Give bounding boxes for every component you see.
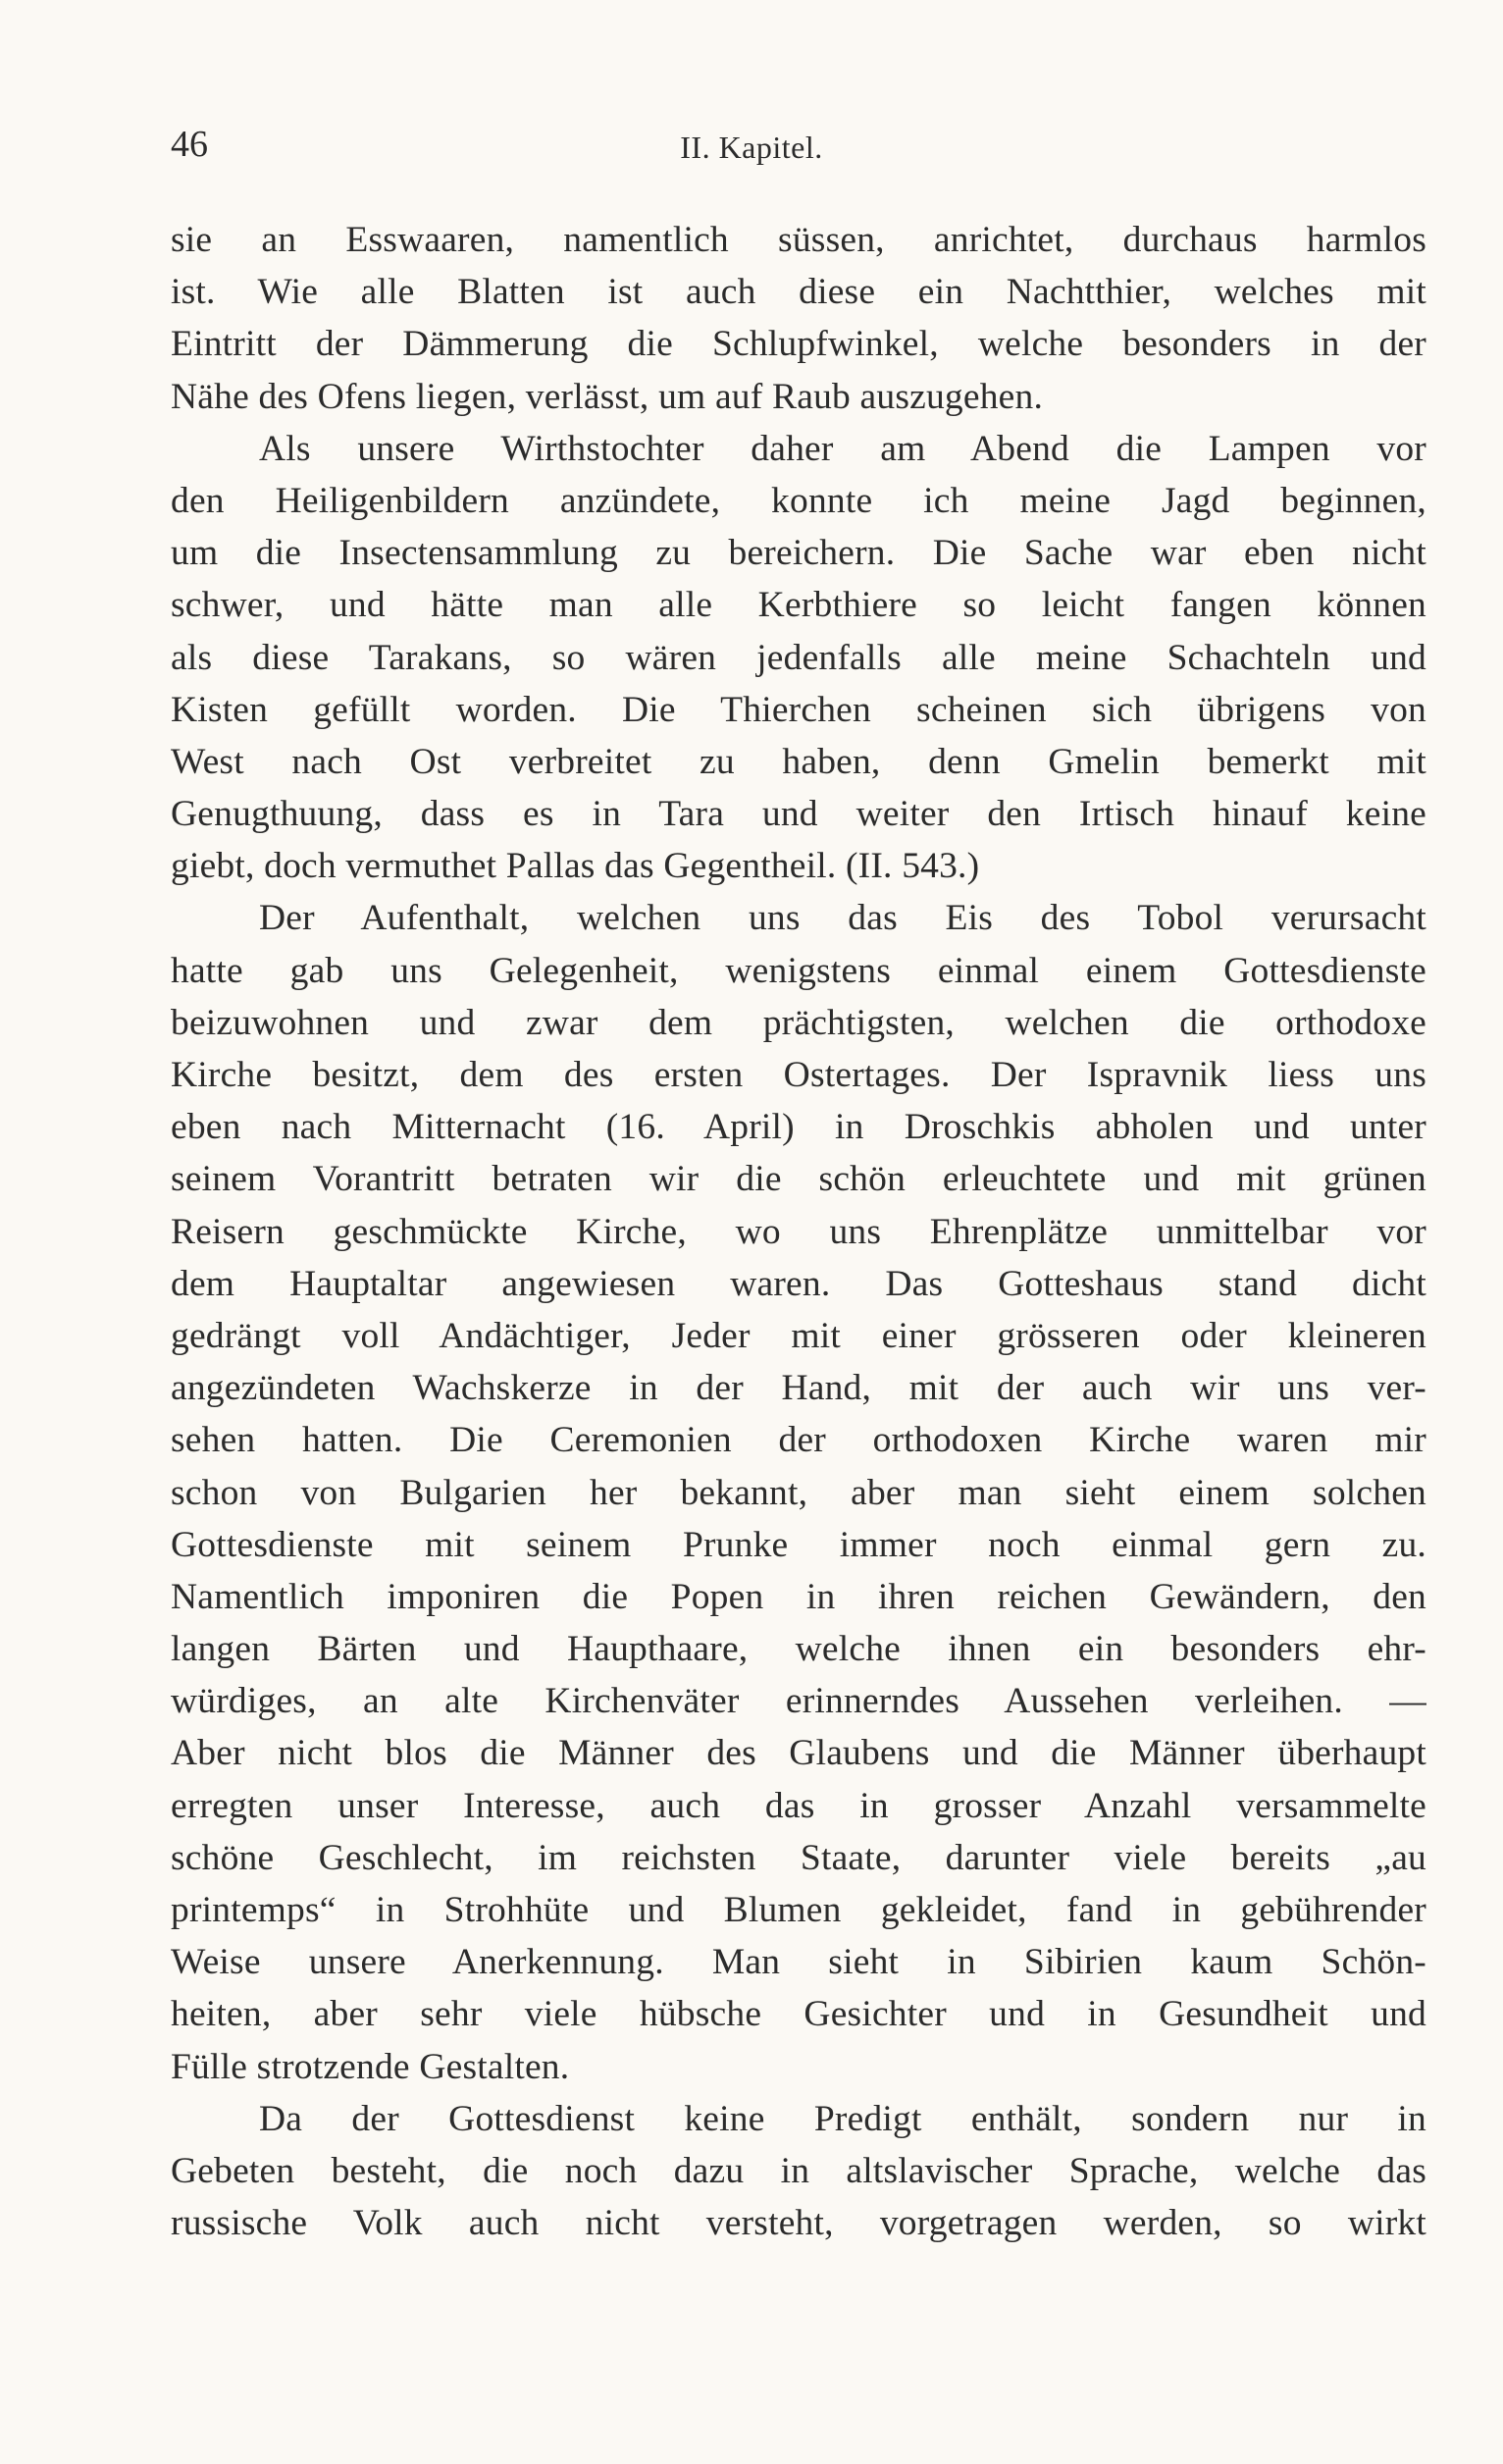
text-line: langen Bärten und Haupthaare, welche ihnen ein besonders ehr- (171, 1629, 1426, 1670)
text-line: eben nach Mitternacht (16. April) in Droschkis abholen und unter (171, 1107, 1426, 1148)
text-line: beizuwohnen und zwar dem prächtigsten, welchen die orthodoxe (171, 1002, 1426, 1043)
text-line: Als unsere Wirthstochter daher am Abend die Lampen vor (259, 428, 1426, 469)
text-line: erregten unser Interesse, auch das in grosser Anzahl versammelte (171, 1785, 1426, 1826)
page-number: 46 (171, 124, 208, 165)
text-line: den Heiligenbildern anzündete, konnte ich meine Jagd beginnen, (171, 480, 1426, 521)
text-line: Nähe des Ofens liegen, verlässt, um auf Raub auszugehen. (171, 376, 1044, 417)
text-line: Genugthuung, dass es in Tara und weiter den Irtisch hinauf keine (171, 794, 1426, 835)
text-line: seinem Vorantritt betraten wir die schön erleuchtete und mit grünen (171, 1159, 1426, 1200)
text-line: Gebeten besteht, die noch dazu in altslavischer Sprache, welche das (171, 2150, 1426, 2191)
text-line: würdiges, an alte Kirchenväter erinnerndes Aussehen verleihen. — (171, 1681, 1426, 1722)
text-line: Kirche besitzt, dem des ersten Ostertages. Der Ispravnik liess uns (171, 1055, 1426, 1095)
text-line: dem Hauptaltar angewiesen waren. Das Gotteshaus stand dicht (171, 1263, 1426, 1304)
text-line: printemps“ in Strohhüte und Blumen gekleidet, fand in gebührender (171, 1890, 1426, 1930)
text-line: schöne Geschlecht, im reichsten Staate, darunter viele bereits „au (171, 1837, 1426, 1878)
text-line: angezündeten Wachskerze in der Hand, mit der auch wir uns ver- (171, 1368, 1426, 1409)
body-text (171, 214, 1426, 2249)
text-line: West nach Ost verbreitet zu haben, denn Gmelin bemerkt mit (171, 741, 1426, 782)
text-line: gedrängt voll Andächtiger, Jeder mit einer grösseren oder kleineren (171, 1315, 1426, 1356)
text-line: hatte gab uns Gelegenheit, wenigstens einmal einem Gottesdienste (171, 950, 1426, 991)
text-line: als diese Tarakans, so wären jedenfalls alle meine Schachteln und (171, 637, 1426, 678)
text-line: Reisern geschmückte Kirche, wo uns Ehrenplätze unmittelbar vor (171, 1211, 1426, 1252)
running-head: II. Kapitel. (680, 130, 823, 165)
text-line: Fülle strotzende Gestalten. (171, 2046, 570, 2087)
text-line: Kisten gefüllt worden. Die Thierchen scheinen sich übrigens von (171, 689, 1426, 730)
text-line: giebt, doch vermuthet Pallas das Gegentheil. (II. 543.) (171, 846, 980, 887)
text-line: schon von Bulgarien her bekannt, aber man sieht einem solchen (171, 1472, 1426, 1513)
text-line: heiten, aber sehr viele hübsche Gesichter und in Gesundheit und (171, 1994, 1426, 2035)
text-line: Gottesdienste mit seinem Prunke immer noch einmal gern zu. (171, 1524, 1426, 1565)
text-line: Eintritt der Dämmerung die Schlupfwinkel, welche besonders in der (171, 324, 1426, 365)
text-line: sehen hatten. Die Ceremonien der orthodoxen Kirche waren mir (171, 1420, 1426, 1461)
text-line: Namentlich imponiren die Popen in ihren reichen Gewändern, den (171, 1576, 1426, 1617)
text-line: Weise unsere Anerkennung. Man sieht in Sibirien kaum Schön- (171, 1942, 1426, 1983)
text-line: Aber nicht blos die Männer des Glaubens und die Männer überhaupt (171, 1733, 1426, 1774)
text-line: Der Aufenthalt, welchen uns das Eis des Tobol verursacht (259, 898, 1426, 939)
text-line: ist. Wie alle Blatten ist auch diese ein Nachtthier, welches mit (171, 272, 1426, 313)
text-line: Da der Gottesdienst keine Predigt enthält, sondern nur in (259, 2098, 1426, 2139)
text-line: schwer, und hätte man alle Kerbthiere so leicht fangen können (171, 585, 1426, 626)
text-line: um die Insectensammlung zu bereichern. Die Sache war eben nicht (171, 533, 1426, 574)
text-line: russische Volk auch nicht versteht, vorgetragen werden, so wirkt (171, 2203, 1426, 2244)
text-line: sie an Esswaaren, namentlich süssen, anrichtet, durchaus harmlos (171, 220, 1426, 260)
